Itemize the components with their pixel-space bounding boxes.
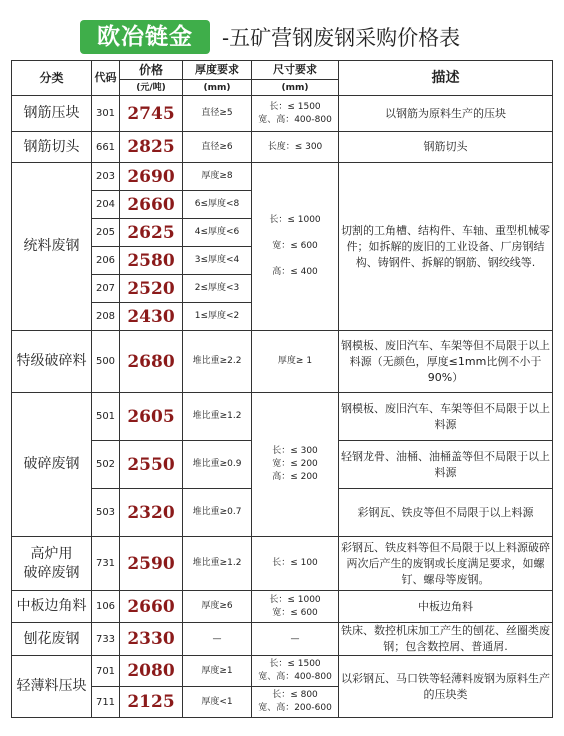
description-cell: 彩钢瓦、铁皮料等但不局限于以上料源破碎两次后产生的废钢或长度满足要求，如螺钉、螺母等废钢。 [339,537,553,591]
code-cell: 502 [92,441,120,489]
code-cell: 701 [92,656,120,687]
thickness-cell: 直径≥5 [183,96,252,132]
size-cell: — [252,623,339,656]
thickness-cell: 2≤厚度<3 [183,275,252,303]
col-header-thickness: 厚度要求 [183,61,252,80]
size-cell: 厚度≥ 1 [252,331,339,393]
size-cell: 长：≤ 100 [252,537,339,591]
price-cell: 2605 [120,393,183,441]
table-row [12,132,553,163]
code-cell: 733 [92,623,120,656]
price-unit: (元/吨) [120,80,183,96]
code-cell: 301 [92,96,120,132]
table-row [12,537,553,591]
category-cell: 破碎废钢 [12,393,92,537]
description-cell: 钢模板、废旧汽车、车架等但不局限于以上料源（无颜色，厚度≤1mm比例不小于90%） [339,331,553,393]
table-row [12,163,553,191]
price-cell: 2625 [120,219,183,247]
thickness-cell: — [183,623,252,656]
description-cell: 以彩钢瓦、马口铁等轻薄料废钢为原料生产的压块类 [339,656,553,718]
price-cell: 2690 [120,163,183,191]
header-row [12,61,553,80]
price-table [11,60,553,718]
code-cell: 203 [92,163,120,191]
price-cell: 2825 [120,132,183,163]
size-cell: 长：≤ 800 宽、高：200-600 [252,687,339,718]
price-cell: 2520 [120,275,183,303]
thickness-cell: 6≤厚度<8 [183,191,252,219]
description-cell: 以钢筋为原料生产的压块 [339,96,553,132]
code-cell: 501 [92,393,120,441]
category-cell: 特级破碎料 [12,331,92,393]
thickness-cell: 直径≥6 [183,132,252,163]
price-cell: 2430 [120,303,183,331]
code-cell: 711 [92,687,120,718]
size-cell: 长度：≤ 300 [252,132,339,163]
table-row [12,96,553,132]
price-cell: 2330 [120,623,183,656]
thickness-cell: 厚度≥8 [183,163,252,191]
size-cell: 长：≤ 1500 宽、高：400-800 [252,96,339,132]
price-cell: 2080 [120,656,183,687]
thickness-cell: 3≤厚度<4 [183,247,252,275]
code-cell: 731 [92,537,120,591]
price-cell: 2550 [120,441,183,489]
category-cell: 钢筋压块 [12,96,92,132]
code-cell: 106 [92,591,120,623]
description-cell: 铁床、数控机床加工产生的刨花、丝圈类废钢；包含数控屑、普通屑. [339,623,553,656]
thickness-cell: 厚度≥1 [183,656,252,687]
thickness-cell: 厚度<1 [183,687,252,718]
code-cell: 661 [92,132,120,163]
price-cell: 2680 [120,331,183,393]
code-cell: 204 [92,191,120,219]
size-cell: 长：≤ 300 宽：≤ 200 高：≤ 200 [252,393,339,537]
col-header-price: 价格 [120,61,183,80]
thickness-cell: 堆比重≥2.2 [183,331,252,393]
category-cell: 统料废钢 [12,163,92,331]
table-row [12,591,553,623]
description-cell: 轻钢龙骨、油桶、油桶盖等但不局限于以上料源 [339,441,553,489]
size-unit: (mm) [252,80,339,96]
code-cell: 207 [92,275,120,303]
category-cell: 刨花废钢 [12,623,92,656]
price-cell: 2660 [120,191,183,219]
thickness-cell: 4≤厚度<6 [183,219,252,247]
thickness-cell: 厚度≥6 [183,591,252,623]
description-cell: 彩钢瓦、铁皮等但不局限于以上料源 [339,489,553,537]
description-cell: 钢筋切头 [339,132,553,163]
thickness-cell: 堆比重≥1.2 [183,537,252,591]
category-cell: 钢筋切头 [12,132,92,163]
size-cell: 长：≤ 1000 宽：≤ 600 [252,591,339,623]
table-row [12,331,553,393]
table-row [12,623,553,656]
code-cell: 208 [92,303,120,331]
table-row [12,656,553,687]
page-title: -五矿营钢废钢采购价格表 [222,26,461,50]
size-cell: 长：≤ 1500 宽、高：400-800 [252,656,339,687]
col-header-category: 分类 [12,61,92,96]
code-cell: 503 [92,489,120,537]
size-cell: 长：≤ 1000 宽：≤ 600 高：≤ 400 [252,163,339,331]
code-cell: 205 [92,219,120,247]
category-cell: 轻薄料压块 [12,656,92,718]
thickness-cell: 堆比重≥0.9 [183,441,252,489]
col-header-size: 尺寸要求 [252,61,339,80]
description-cell: 中板边角料 [339,591,553,623]
category-cell: 高炉用 破碎废钢 [12,537,92,591]
code-cell: 500 [92,331,120,393]
code-cell: 206 [92,247,120,275]
thickness-unit: (mm) [183,80,252,96]
description-cell: 切割的工角槽、结构件、车轴、重型机械零件；如拆解的废旧的工业设备、厂房钢结构、铸钢件、拆解的钢筋、钢绞线等. [339,163,553,331]
description-cell: 钢模板、废旧汽车、车架等但不局限于以上料源 [339,393,553,441]
table-row [12,393,553,441]
page-header [0,0,564,60]
price-cell: 2320 [120,489,183,537]
price-cell: 2745 [120,96,183,132]
thickness-cell: 堆比重≥0.7 [183,489,252,537]
col-header-description: 描述 [339,61,553,96]
thickness-cell: 堆比重≥1.2 [183,393,252,441]
col-header-code: 代码 [92,61,120,96]
category-cell: 中板边角料 [12,591,92,623]
brand-logo: 欧冶链金 [80,20,210,54]
price-cell: 2580 [120,247,183,275]
price-cell: 2125 [120,687,183,718]
price-cell: 2590 [120,537,183,591]
price-cell: 2660 [120,591,183,623]
thickness-cell: 1≤厚度<2 [183,303,252,331]
